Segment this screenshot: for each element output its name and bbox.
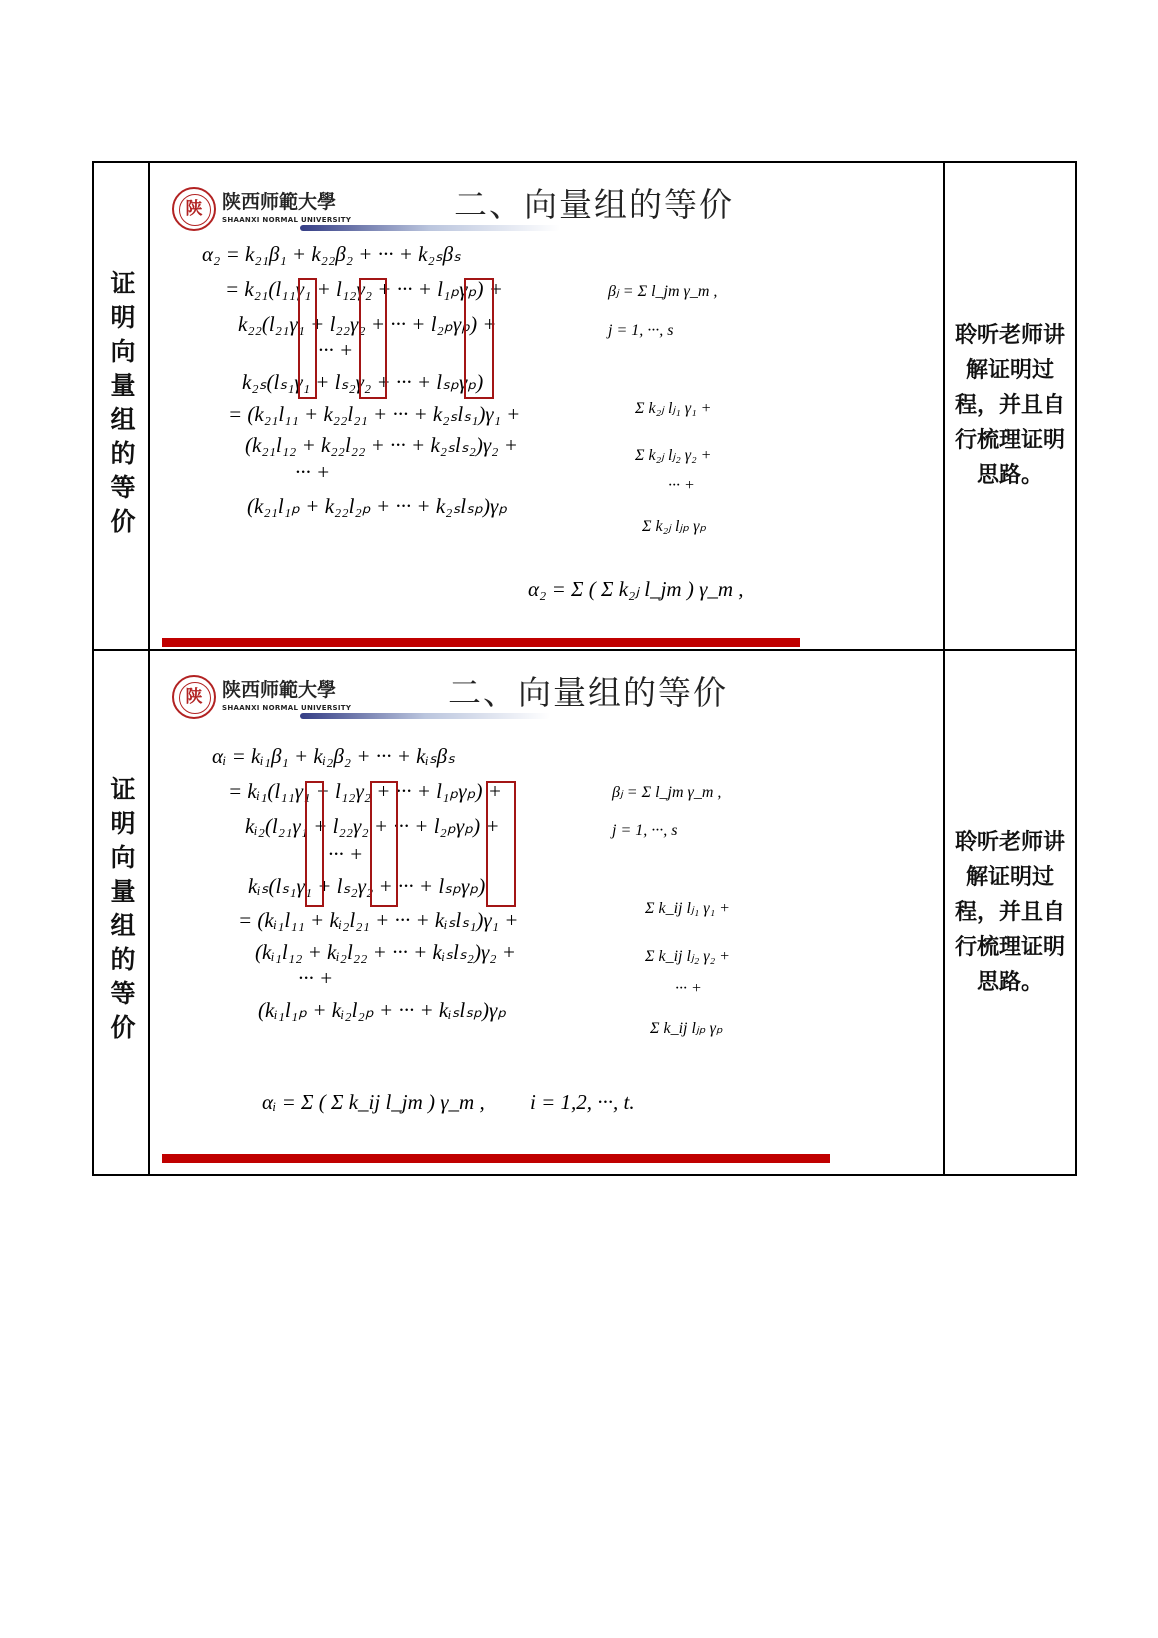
side-equation: Σ k_ij lⱼ₁ γ₁ +	[645, 899, 730, 917]
note-cell	[944, 650, 1076, 1175]
equation-line: = (k₂₁l₁₁ + k₂₂l₂₁ + ··· + k₂ₛlₛ₁)γ₁ +	[228, 402, 521, 426]
equation-line: kᵢ₂(l₂₁γ₁ + l₂₂γ₂ + ··· + l₂ₚγₚ) +	[245, 813, 500, 838]
university-name-en: SHAANXI NORMAL UNIVERSITY	[222, 703, 352, 712]
equation-line: ··· +	[328, 841, 364, 866]
equation-line: αᵢ = kᵢ₁β₁ + kᵢ₂β₂ + ··· + kᵢₛβₛ	[212, 743, 455, 768]
highlight-box	[359, 278, 387, 399]
highlight-box	[464, 278, 494, 399]
university-name-cn: 陕西师範大學	[222, 191, 337, 213]
slide-cell	[149, 162, 944, 650]
side-equation: Σ k₂ⱼ lⱼ₁ γ₁ +	[635, 400, 712, 417]
slide-image	[150, 163, 943, 649]
result-extra: i = 1,2, ···, t.	[530, 1089, 635, 1114]
slide-title: 二、向量组的等价	[448, 672, 728, 712]
result-equation: α₂ = Σ ( Σ k₂ⱼ l_jm ) γ_m ,	[528, 577, 744, 601]
highlight-box	[298, 278, 317, 399]
equation-line: α₂ = k₂₁β₁ + k₂₂β₂ + ··· + k₂ₛβₛ	[202, 242, 461, 266]
slide-title: 二、向量组的等价	[454, 185, 734, 224]
highlight-box	[305, 781, 324, 907]
equation-line: = (kᵢ₁l₁₁ + kᵢ₂l₂₁ + ··· + kᵢₛlₛ₁)γ₁ +	[238, 907, 519, 932]
equation-line: k₂ₛ(lₛ₁γ₁ + lₛ₂γ₂ + ··· + lₛₚγₚ)	[242, 370, 484, 394]
side-label: 证明向量组的等价	[107, 776, 136, 1049]
table-row	[93, 162, 1076, 650]
highlight-box	[486, 781, 516, 907]
side-equation: ··· +	[668, 477, 695, 494]
side-label-cell	[93, 650, 149, 1175]
side-equation: j = 1, ···, s	[608, 322, 674, 339]
equation-line: (k₂₁l₁₂ + k₂₂l₂₂ + ··· + k₂ₛlₛ₂)γ₂ +	[245, 433, 518, 457]
note-cell	[944, 162, 1076, 650]
equation-area	[150, 651, 943, 1174]
side-equation: βⱼ = Σ l_jm γ_m ,	[612, 783, 722, 801]
side-label-cell	[93, 162, 149, 650]
footer-bar	[162, 638, 800, 647]
lesson-table	[92, 161, 1077, 1176]
university-name-cn: 陕西师範大學	[222, 678, 337, 701]
university-name-en: SHAANXI NORMAL UNIVERSITY	[222, 216, 352, 224]
equation-line: (k₂₁l₁ₚ + k₂₂l₂ₚ + ··· + k₂ₛlₛₚ)γₚ	[247, 494, 508, 518]
side-equation: j = 1, ···, s	[612, 821, 678, 839]
teacher-note: 聆听老师讲解证明过程，并且自行梳理证明思路。	[954, 323, 1065, 489]
footer-bar	[162, 1154, 830, 1163]
table-row	[93, 650, 1076, 1175]
side-equation: Σ k_ij lⱼₚ γₚ	[650, 1019, 723, 1037]
result-equation: αᵢ = Σ ( Σ k_ij l_jm ) γ_m ,	[262, 1089, 485, 1114]
equation-line: (kᵢ₁l₁₂ + kᵢ₂l₂₂ + ··· + kᵢₛlₛ₂)γ₂ +	[255, 939, 516, 964]
side-equation: Σ k_ij lⱼ₂ γ₂ +	[645, 947, 730, 965]
side-equation: βⱼ = Σ l_jm γ_m ,	[608, 283, 718, 300]
equation-line: k₂₂(l₂₁γ₁ + l₂₂γ₂ + ··· + l₂ₚγₚ) +	[238, 312, 497, 336]
equation-line: = k₂₁(l₁₁γ₁ + l₁₂γ₂ + ··· + l₁ₚγₚ) +	[225, 277, 503, 301]
equation-area	[150, 163, 943, 649]
equation-line: ··· +	[318, 338, 354, 362]
equation-line: (kᵢ₁l₁ₚ + kᵢ₂l₂ₚ + ··· + kᵢₛlₛₚ)γₚ	[258, 997, 507, 1022]
side-equation: ··· +	[675, 979, 702, 997]
highlight-box	[370, 781, 398, 907]
university-seal-icon: 陕	[172, 675, 216, 719]
equation-line: kᵢₛ(lₛ₁γ₁ + lₛ₂γ₂ + ··· + lₛₚγₚ)	[248, 873, 486, 898]
side-equation: Σ k₂ⱼ lⱼ₂ γ₂ +	[635, 447, 712, 464]
equation-line: = kᵢ₁(l₁₁γ₁ + l₁₂γ₂ + ··· + l₁ₚγₚ) +	[228, 778, 502, 803]
side-equation: Σ k₂ⱼ lⱼₚ γₚ	[642, 518, 707, 535]
university-seal-icon: 陕	[172, 187, 216, 231]
side-label: 证明向量组的等价	[107, 269, 136, 542]
slide-image	[150, 651, 943, 1174]
teacher-note: 聆听老师讲解证明过程，并且自行梳理证明思路。	[954, 829, 1065, 995]
equation-line: ··· +	[295, 460, 331, 484]
equation-line: ··· +	[298, 965, 334, 990]
slide-cell	[149, 650, 944, 1175]
